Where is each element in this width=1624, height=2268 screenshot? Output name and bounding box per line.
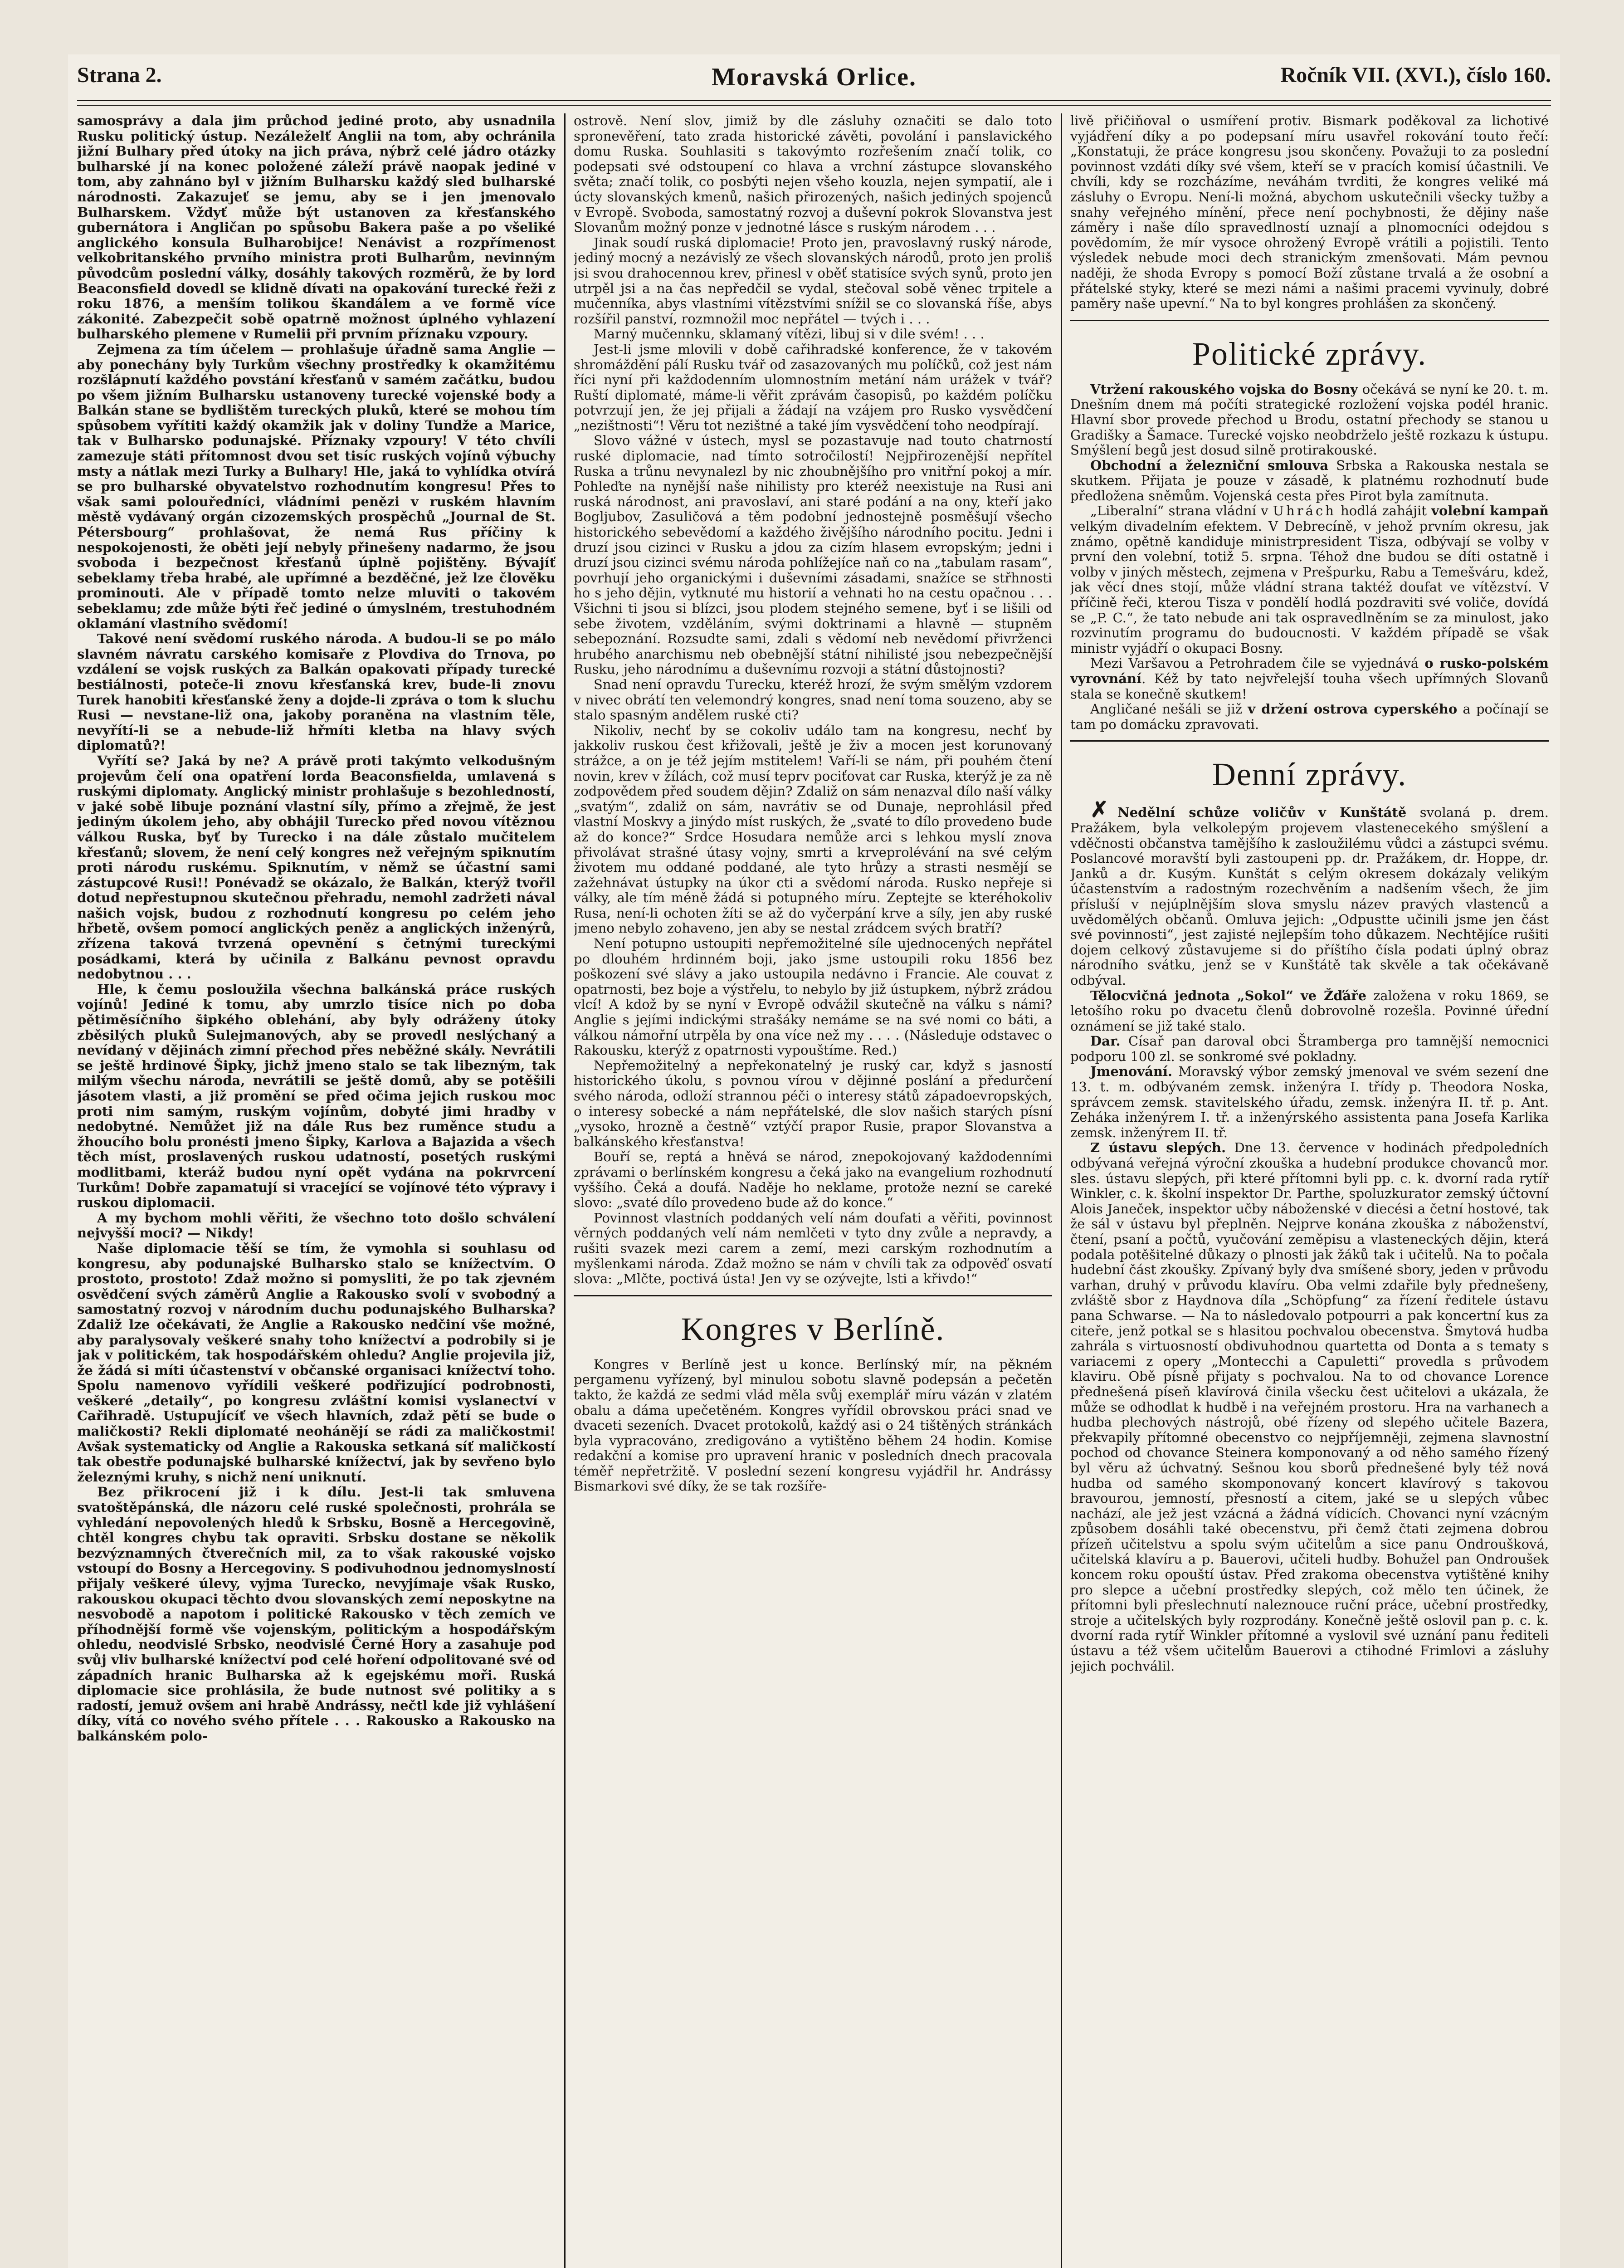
paragraph: Jinak soudí ruská diplomacie! Proto jen, pravoslavný ruský národe, jediný mocný a nezávislý ze všech slovanských národů, proto jen proliš jsi svou drahocennou krev, přinesl v oběť statisíce svých synů, proto jen utrpěl jsi a na čas nepředčil se vydal, stečoval sobě věnec trpitele a mučenníka, abys vlastními vítězstvími snížil se co slovanská říše, abys rozšířil panství, rozmnožil moc nepřátel — tvých i . . . [574,235,1052,327]
paragraph: Nikoliv, nechť by se cokoliv událo tam na kongresu, nechť by jakkoliv ruskou čest křižovali, ještě je živ a mocen jest korunovaný strážce, a on je též jejím mstitelem! Vaří-li se nám, při pouhém čtení novin, krev v žílách, což musí teprv pociťovat car Ruska, kterýž je za ně zodpovědem před soudem dějin? Zdaliž on sám nenazval dílo naší války „svatým“, zdaliž on sám, navrátiv se od Dunaje, neprohlásil před vlastní Moskvy a jinýdo míst ruských, že „svaté to dílo provedeno bude až do konce?“ Srdce Hosudara nemůže arci s lehkou myslí znova přivolávat strašné útasy vojny, smrti a krveprolévání na své celým životem mu oddané poddané, ale tyto hrůzy a strasti nesmějí se zažehnávat ústupky na úkor cti a svědomí národa. Rusko nepřeje si války, ale tím méně žádá si potupného míru. Zeptejte se kteréhokoliv Rusa, není-li ochoten žíti se až do vyčerpání krve a síly, jen aby ruské jmeno nebylo zohaveno, jen aby se nestal zrádcem svých bratří? [574,722,1052,936]
paragraph: ostrově. Není slov, jimiž by dle zásluhy označiti se dalo toto spronevěření, tato zrada historické závěti, povolání i panslavického domu Ruska. Souhlasiti s takovýmto rozřešením značí tolik, co podepsati své odstoupení co hlava a vrchní zástupce slovanského světa; značí tolik, co posbýti nejen všeho kouzla, nejen sympatií, ale i úcty slovanských kmenů, našich přirozených, našich jediných spojenců v Evropě. Svoboda, samostatný rozvoj a duševní pokrok Slovanstva jest Slovanům možný ponze v jednotné lásce s ruským národem . . . [574,113,1052,235]
column-divider-2 [1061,113,1062,2268]
news-item [1070,656,1549,702]
news-headline: Dar. [1090,1033,1121,1049]
page-header [77,59,1551,100]
paragraph: Kongres v Berlíně jest u konce. Berlínský mír, na pěkném pergamenu vyřízený, byl minulou sobotu slavně podepsán a pečetěn takto, že každá ze sedmi vlád měla svůj exemplář míru vázán v zlatém obalu a dáma upečetěném. Kongres vyřídil obrovskou práci snad ve dvaceti sezeních. Dvacet protokolů, každý asi o 24 tištěných stránkách byla vypracováno, zredigováno a vytištěno během 24 hodin. Komise redakční a komise pro upravení hranic v posledních dnech pracovala téměř nepřetržitě. V poslední sezení kongresu vyjádřil hr. Andrássy Bismarkovi své díky, že se tak rozšíře- [574,1356,1052,1494]
page-number: Strana 2. [77,63,162,87]
column-divider-1 [564,113,566,2268]
news-item [1070,382,1549,458]
paragraph: A my bychom mohli věřiti, že všechno toto došlo schválení nejvyšší moci? — Nikdy! [77,1210,556,1241]
issue-info: Ročník VII. (XVI.), číslo 160. [1280,63,1551,87]
news-item [1070,503,1549,656]
section-title-kongres: Kongres v Berlíně. [681,1310,945,1347]
news-text: Mezi Varšavou a Petrohradem čile se vyjednává [1090,655,1425,671]
news-headline: Jmenování. [1090,1064,1173,1080]
news-item [1070,1140,1549,1674]
column-3 [1070,113,1549,2268]
paragraph: Vyřítí se? Jaká by ne? A právě proti takýmto velkodušným projevům čelí ona opatření lorda Beaconsfielda, umlavená s ruskými diplomaty. Anglický ministr prohlašuje s bezohledností, v jaké sobě libuje poznání vlastní síly, přímo a zřejmě, že jest jediným úkolem jeho, aby obhájil Turecko před novou vítěznou válkou Ruska, byť by Turecko i na dále zůstalo mučitelem křesťanů; slovem, že není celý kongres než veřejným spiknutím proti národu ruskému. Spiknutím, v němž se účastní sami zástupcové Rusi!! Ponévadž se okázalo, že Balkán, kterýž tvořil dotud nepřestupnou skutečnou přehradu, nemohl zadržeti nával našich vojsk, budou z rozhodnutí kongresu po celém jeho hřbetě, ovšem pomocí anglických peněz a anglických inženýrů, zřízena taková tvrzená opevnění s četnými tureckými posádkami, která by učinila z Balkánu pevnost opravdu nedobytnou . . . [77,753,556,982]
news-text: Srbska a Rakouska nestala se skutkem. Přijata je pouze v zásadě, k platnému rozhodnutí bude předložena sněmům. Vojenská cesta přes Pirot byla zamítnuta. [1070,457,1549,503]
news-headline: Obchodní a železniční smlouva [1090,457,1329,473]
news-text: Císař pan daroval obci Štramberga pro tamnější nemocnici podporu 100 zl. se sonkromé své pokladny. [1070,1033,1549,1064]
paragraph: livě přičiňoval o usmíření protiv. Bismark poděkoval za lichotivé vyjádření díky a po podepsaní míru usavřel rokování touto řečí: „Konstatuji, že práce kongresu jsou skončeny. Považuji to za poslední povinnost vzdáti díky své všem, kteří se v pracích komisí účastnili. Ve chvíli, kdy se rozcházíme, neváhám tvrditi, že kongres veliké má zásluhy o Evropu. Není-li možná, abychom uskutečnili všecky tužby a snahy veřejného mínění, přece není pochybnosti, že dějiny naše záměry i naše dílo spravedlností uznají a plnomocníci odejdou s povědomím, že mír vysoce ohrožený Evropě vrátili a pojistili. Tento výsledek nebude moci dech stranickým zmenšovati. Mám pevnou naději, že shoda Evropy s pomocí Boží zůstane trvalá a že osobní a přátelské styky, které se mezi námi a našimi pracemi vyvinuly, dobré paměry naše upevní.“ Na to byl kongres prohlášen za skončený. [1070,113,1549,312]
news-text: Dne 13. července v hodinách předpoledních odbývaná veřejná výroční zkouška a hudební produkce chovanců mor. sles. ústavu slepých, při které přítomni byli pp. c. k. dvorní rada rytíř Winkler, c. k. školní inspektor Dr. Parthe, spoluzkurator zemský účtovní Alois Janeček, inspektor učby náboženské v diecési a četní hostové, tak že sál v ústavu byl přeplněn. Nejprve konána zkouška z náboženství, čtení, psaní a počtů, vyučování zeměpisu a vlasteneckých dějin, která podala potěšitelné důkazy o plnosti jak žáků tak i učitelů. Na to počala hudební část zkoušky. Zpívaný byly dva smíšené sbory, jeden v průvodu varhan, druhý v průvodu klavíru. Oba velmi zdařile byly přednešeny, zvláště sbor z Haydnova díla „Schöpfung“ za řízení ředitele ústavu pana Schwarse. — Na to následovalo potpourri a pak koncertní kus za citeře, jenž potkal se s hlasitou pochvalou obecenstva. Šmytová hudba zahrála s virtuosností obdivuhodnou quartetta od Donta a s tematy s variacemi z opery „Montecchi a Capuletti“ provedla s průvodem klaviru. Obě písně přijaty s pochvalou. Na to od chovance Lorence přednešená píseň klavírová činila všecku čest učitelovi a ukázala, že může se odhodlat k hudbě i na veřejném prostoru. Hra na varhanech a hudba plechových nástrojů, obé řízeny od slepého učitele Bazera, překvapily přítomné obecenstvo co nejpříjemněji, zejmena slavnostní pochod od chovance Steinera komponovaný a od něho samého řízený byl věru až úchvatný. Sešnou kou sborů přednešené byly též nová hudba od samého skomponovaný koncert klavírový s takovou bravourou, jemností, přesností a citem, jaké se u slepých vůbec nachází, ale jež jest vzácná a žádná vídicích. Chovanci nyní vzácným způsobem dosáhli také obecenstvu, při čemž čtati zejmena dobrou přízeň učitelstvu a spolu svým učitelům a sice panu Ondroušková, učitelská klavíru a p. Bauerovi, učiteli hudby. Bohužel pan Ondroušek koncem roku opouští ústav. Před zrakoma obecenstva vytištěné knihy pro slepce a učební prostředky slepých, což mělo ten účinek, že přítomni byli přeslechnutí naleznouce ruční práce, učební prostředky, stroje a učitelských byly rozprodány. Konečně ještě oslovil pan p. c. k. dvorní rada rytíř Winkler přítomné a vyslovil své uznání panu řediteli ústavu a též všem učitelům Bauerovi a ctihodné Frimlovi a zásluhy jejich pochválil. [1070,1140,1549,1674]
news-headline: Z ústavu slepých. [1090,1140,1226,1156]
news-text: „Liberalní“ strana vládní v [1090,503,1273,519]
news-spaced-word: Uhrách [1273,503,1336,519]
column-2 [574,113,1052,2268]
newspaper-page [68,54,1560,2268]
news-item [1070,702,1549,732]
news-text: Angličané nešáli se již [1090,701,1248,717]
news-text: velkým divadelním efektem. V Debrecíně, v jehož prvním okresu, jak známo, opětně kandiduje ministrpresident Tisza, odbývají se volby v první den volební, totiž 5. srpna. Téhož dne budou se díti ostatně i volby v jiných městech, zejmena v Prešpurku, Rabu a Temešváru, kdež, jak věcí dnes stojí, může vládní strana taktéž doufat ve vítězství. V příčině řeči, kterou Tisza v pondělí hodlá pozdraviti své voliče, dovídá se „P. C.“, že tato nebude ani tak ospravedlněním se za minulost, jako rozvinutím programu do budoucnosti. V každém případě se však ministr vyjádří o okupaci Bosny. [1070,518,1549,656]
news-headline: o rusko-polském vyrovnání [1070,655,1549,686]
paragraph: Povinnost vlastních poddaných velí nám doufati a věřiti, povinnost věrných poddaných velí nám nemlčeti v tyto dny zvůle a nepravdy, a rušiti svazek mezi carem a zemí, mezi carským rozhodnutím a myšlenkami národa. Zdaž možno se nám v chvíli tak za odpověď osvatí slova: „Mlčte, poctivá ústa! Jen vy se ozývejte, lsti a křivdo!“ [574,1210,1052,1287]
header-rule [77,100,1551,106]
section-title-denni-zpravy: Denní zprávy. [1212,756,1407,793]
paragraph: Bouří se, reptá a hněvá se národ, znepokojovaný každodenními zprávami o berlínském kongresu a čeká jako na evangelium rozhodnutí vyššího. Čeká a doufá. Naděje ho neklame, protože nezní se careké slovo: „svaté dílo provedeno bude až do konce.“ [574,1149,1052,1211]
newspaper-title: Moravská Orlice. [712,63,917,91]
news-item [1070,797,1549,988]
news-item [1070,458,1549,504]
paragraph: Nepřemožitelný a nepřekonatelný je ruský car, když s jasností historického úkolu, s povnou vírou v dějinné poslání a předurčení svého národa, odloží strannou péči o interesy států západoevropských, o interesy sobecké a nám nepřátelské, dle slov našich starých písní „vysoko, hrozně a čestně“ vztýčí prapor Rusie, prapor Slovanstva a balkánského křesťanstva! [574,1057,1052,1149]
news-item [1070,1034,1549,1064]
news-text: hodlá zahájit [1336,503,1432,519]
news-text: očekává se nyní ke 20. t. m. Dnešním dnem má počíti strategické rozložení vojska podél hranic. Hlavní sbor provede přechod u Brodu, ostatní přechody se stanou u Gradišky a Šamace. Turecké vojsko neobdrželo ještě rozkazu k ústupu. Smýšlení begů jest dosud silně protirakouské. [1070,381,1549,458]
news-item [1070,1064,1549,1140]
paragraph: Snad není opravdu Turecku, kteréž hrozí, že svým smělým vzdorem v nivec obrátí ten velemondrý kongres, snad není toma souzeno, aby se stalo spasným andělem ruské cti? [574,676,1052,723]
news-headline: Vtržení rakouského vojska do Bosny [1090,381,1358,397]
paragraph: Bez přikrocení již i k dílu. Jest-li tak smluvena svatoštěpánská, dle názoru celé ruské společnosti, prohrála se vyhledání nepovolených hledů k Srbsku, Bosně a Hercegovině, chtěl kongres chybu tak opraviti. Srbsku dostane se několik bezvýznamných čtverečních mil, za to však rakouské vojsko vstoupí do Bosny a Hercegoviny. S podivuhodnou jednomyslností přijaly veškeré úlevy, vyjma Turecko, nevyjímaje však Rusko, rakouskou okupaci těchto dvou slovanských zemí neposkytne na nesvobodě a napotom i politické Rakousko v těch zemích ve příhodnější formě vše vojenským, politickým a hospodářským ohledu, neodvislé Srbsko, neodvislé Černé Hory a zasahuje pod svůj vliv bulharské knížectví pod celé hoření odpolitované své od západních hranic Bulharska až k egejskému moři. Ruská diplomacie sice prohlásila, že bude nutnost své politiky a s radostí, jemuž ovšem ani hrabě Andrássy, nečtl kde již vyhlášení díky, vítá co nového svého přítele . . . Rakousko a Rakousko na balkánském polo- [77,1484,556,1744]
paragraph: Hle, k čemu posloužila všechna balkánská práce ruských vojínů! Jediné k tomu, aby umrzlo tisíce nich po doba pětiměsíčního šipkého oblehání, aby byly odráženy útoky zběsilých pluků Sulejmanových, aby se provedl neslýchaný a nevídaný v dějinách zimní přechod přes neběžné skály. Nevrátili se ještě hrdinové Šipky, jichž jmeno stalo se tak libezným, tak milým všechu národa, nevrátili se ještě domů, aby se potěšili jásotem vlasti, a již promění se před očima jejich ruskou moc proti nim samým, ruským vojínům, dobyté jimi hradby v nedobytné. Nemůžet již na dále Rus bez ruměnce studu a žhoucího bolu pronésti jmeno Šipky, Karlova a Bajazida a všech těch míst, proslavených ruskou udatností, posetých ruskými modlitbami, kteráž budou nyní opět vydána na pokrvrcení Turkům! Dobře zapamatují si vracející se vojínové této výpravy i ruskou diplomacii. [77,981,556,1211]
section-rule [574,1295,1052,1296]
news-text: svolaná p. drem. Pražákem, byla velkolepým projevem vlastenecekého smýšlení a vděčnosti občanstva tamějšího k zasloužilému vůdci a zástupci svému. Poslancové moravští byli zastoupeni pp. dr. Pražákem, dr. Hoppe, dr. Janků a dr. Kusým. Kunštát s celým okresem dokázaly velikým účastenstvím a radostným rozechvěním a nadšením všech, že jim přísluší v nejúplnějším slova smyslu název pravých vlastenců a uvědomělých občanů. Omluva jejich: „Odpustte učinili jsme jen část své povinnosti“, jest zajisté nejlepším toho důkazem. Nechtějíce rušiti dojem celkový zůstavujeme si do příštího čísla podati úplný obraz národního svátku, jenž se v Kunštátě tak skvěle a tak očekávaně odbýval. [1070,805,1549,988]
news-text: . Kéž by tato nejvřelejší touha všech upřímných Slovanů stala se konečně skutkem! [1070,671,1549,702]
paragraph: Zejmena za tím účelem — prohlašuje úřadně sama Anglie — aby ponechány byly Turkům všechny prostředky k okamžitému rozšlápnutí každého povstání křesťanů v samém začátku, budou po všem jižním Bulharsku ustanoveny turecké vojenské body a Balkán stane se bydlištěm tureckých pluků, které se mohou tím spůsobem vyřítiti každý okamžik jak v doliny Tundže a Marice, tak v Bulharsko podunajské. Příznaky vzpoury! V této chvíli zamezuje státi přítomnost dvou set tisíc ruských vojínů výbuchy msty a nátlak mezi Turky a Bulhary! Hle, jaká to vyhlídka otvírá se pro bulharské obyvatelstvo rozhodnutím kongresu! Přes to však sami polouředníci, vládními penězi v ruském hlavním městě vydávaný orgán cizozemských prospěchů „Journal de St. Pétersbourg“ prohlašovat, že nemá Rus příčiny k nespokojenosti, že oběti její nebyly přinešeny nadarmo, že jsou svoboda i bezpečnost křesťanů úplně pojištěny. Bývajíť sebeklamy třeba hrabé, ale upřímné a bezděčné, jež lze člověku prominouti. Ale v případě tomto nelze mluviti o takovém sebeklamu; zde může býti řeč jediné o úmyslném, trestuhodném oklamání vlastního svědomí! [77,341,556,631]
paragraph: Naše diplomacie těší se tím, že vymohla si souhlasu od kongresu, aby podunajské Bulharsko stalo se knížectvím. O prostoto, prostoto! Zdaž možno si pomysliti, že po tak zjevném osvědčení svých záměrů Anglie a Rakousko svolí v svobodný a samostatný rozvoj v národním duchu podunajského Bulharska? Zdaliž lze očekávati, že Anglie a Rakousko nedčiní vše možné, aby paralysovaly veškeré snahy toho knížectví a podrobily si je jak v politickém, tak hospodářském ohledu? Anglie projevila již, že žádá si míti účastenství v občanské organisaci knížectví toho. Spolu namenovo vyřídili veškeré podřizující podrobnosti, veškeré „detaily“, po kongresu zvláštní komisi vyslanectví v Cařihradě. Ustupujícíť ve všech hlavních, zdaž pětí se bude o maličkosti? Rekli diplomaté neohánějí se rádi za maličkostmi! Avšak systematicky od Anglie a Rakouska setkaná síť maličkostí tak obestře podunajské bulharské knížectví, jak by sevřeno bylo železnými kruhy, s nichž není uniknutí. [77,1240,556,1485]
handwritten-mark-icon: ✗ [1090,797,1109,823]
news-headline: Nedělní schůze voličův v Kunštátě [1117,805,1407,821]
section-title-politicke-zpravy: Politické zprávy. [1192,335,1427,372]
news-headline: v držení ostrova cyperského [1248,701,1458,717]
news-text: a počínají se tam po domácku zpravovati. [1070,701,1549,732]
news-text: Moravský výbor zemský jmenoval ve svém sezení dne 13. t. m. odbývaném zemsk. inženýra I. třídy p. Theodora Noska, správcem zemsk. stavitelského úřadu, zemsk. inženýra II. tř. p. Ant. Zeháka inženýrem I. tř. a inženýrského assistenta pana Josefa Karlika zemsk. inženýrem II. tř. [1070,1064,1549,1140]
news-headline: volební kampaň [1431,503,1549,519]
news-text: založena v roku 1869, se letošího roku po dvacetu členů dobrovolně rozešla. Povinné úřední oznámení se již také stalo. [1070,987,1549,1034]
news-headline: Tělocvičná jednota „Sokol“ ve Žďáře [1090,987,1367,1003]
column-1 [77,113,556,2268]
paragraph: Slovo vážné v ústech, mysl se pozastavuje nad touto chatrností ruské diplomacie, nad tímto sotročilostí! Nejpřirozenější nepřítel Ruska a trůnu nevynalezl by nic zhoubnějšího pro vnitřní pokoj a mír. Pohleďte na nynější naše nihilisty pro kteréž neexistuje na Rusi ani ruská národnost, ani pravoslaví, ani staré podání a na ony, kteří jako Bogljubov, Zasuličová a těm podobní jednostejně posměšují všecho historického sebevědomí a každého živějšího národního pocitu. Jedni i druzí jsou cizinci v Rusku a jdou za cizím hlasem evropským; jedni i druzí jsou cizinci svému národa pohlížejíce naň co na „tabulam rasam“, povrhují jeho organickými i duševními zásadami, snažíce se střhnosti ho s jeho dějin, vytknuté mu historií a vehnati ho na cestu opačnou . . . Všichni ti jsou si blízci, jsou plodem stejného semene, byť i se lišili od sebe životem, vzděláním, svými doktrinami a hlavně — stupněm sebepoznání. Rozsudte sami, zdali s vědomí neb nevědomí přivrženci hrubého anarchismu neb obebnější státní nihilisté jsou nebezpečnější Rusku, jeho národnímu a duševnímu rozvoji a státní důstojnosti? [574,433,1052,677]
section-rule [1070,320,1549,321]
paragraph: Není potupno ustoupiti nepřemožitelné síle ujednocených nepřátel po dlouhém hrdinném boji, jako jsme ustoupili roku 1856 bez poškození své slávy a jako ustoupila nedávno i Francie. Ale couvat z opatrnosti, bez boje a výstřelu, to nebylo by již ústupkem, nýbrž zrádou vlcí! A kdož by se nyní v Evropě odvážil skutečně na válku s námi? Anglie s jejími indickými strašáky nemáme se na své nomi co báti, a válkou námořní utrpěla by ona více než my . . . . (Následuje odstavec o Rakousku, kterýž z opatrnosti vypouštíme. Red.) [574,936,1052,1058]
paragraph: samosprávy a dala jim průchod jediné proto, aby usnadnila Rusku politický ústup. Nezáleželť Anglii na tom, aby ochránila jižní Bulhary před útoky na jich práva, nýbrž celé jádro otázky bulharské jí na konec položené záleží právě naopak jediné v tom, aby zahnáno byl v jižním Bulharsku každý sled bulharské národnosti. Zakazujeť se jemu, aby se i jen jmenovalo Bulharskem. Vždyť může být ustanoven za křesťanského gubernátora i Angličan po spůsobu Bakera paše a po všeliké anglického konsula Bulharobijce! Nenávist a rozpřímenost velkobritanského prvního ministra proti Bulharům, nevinným původcům poslední války, dosáhly takových rozměrů, že by lord Beaconsfield dovedl se klidně dívati na opakování turecké řeži z roku 1876, a menším tolikou škandálem a ve formě více zákonité. Zabezpečit sobě opatrně možnost úplného vyhlazení bulharského plemene v Rumelii při prvním příznaku vzpoury. [77,113,556,342]
paragraph: Jest-li jsme mlovili v době cařihradské konference, že v takovém shromáždění pálí Rusku tvář od zasazovaných mu políčků, což jest nám říci nyní při každodenním ulomnostním metání nám urážek v tvář? Ruští diplomaté, máme-li věřit zprávám časopisů, po každém políčku potvrzují jen, že jej přijali a žádají na vzájem pro Rusko vysvědčení „nezištnosti“! Věru tot nezištné a také jím vysvědčení toho neodpírají. [574,341,1052,433]
paragraph: Takové není svědomí ruského národa. A budou-li se po málo slavném návratu carského komisaře z Plovdiva do Trnova, po vzdálení se vojsk ruských za Balkán opakovati případy turecké bestiálnosti, poteče-li znovu křesťanská krev, bude-li znovu Turek hanobiti křesťanské ženy a dojde-li zpráva o tom k sluchu Rusi — nevstane-liž ona, jakoby poraněna na vlastním těle, nevyřítí-li se a nebude-liž hřmíti kletba na hlavy svých diplomatů?! [77,631,556,753]
section-rule [1070,740,1549,742]
paragraph: Marný mučennku, sklamaný vítězi, libuj si v dile svém! . . . [594,326,985,342]
news-item [1070,988,1549,1034]
